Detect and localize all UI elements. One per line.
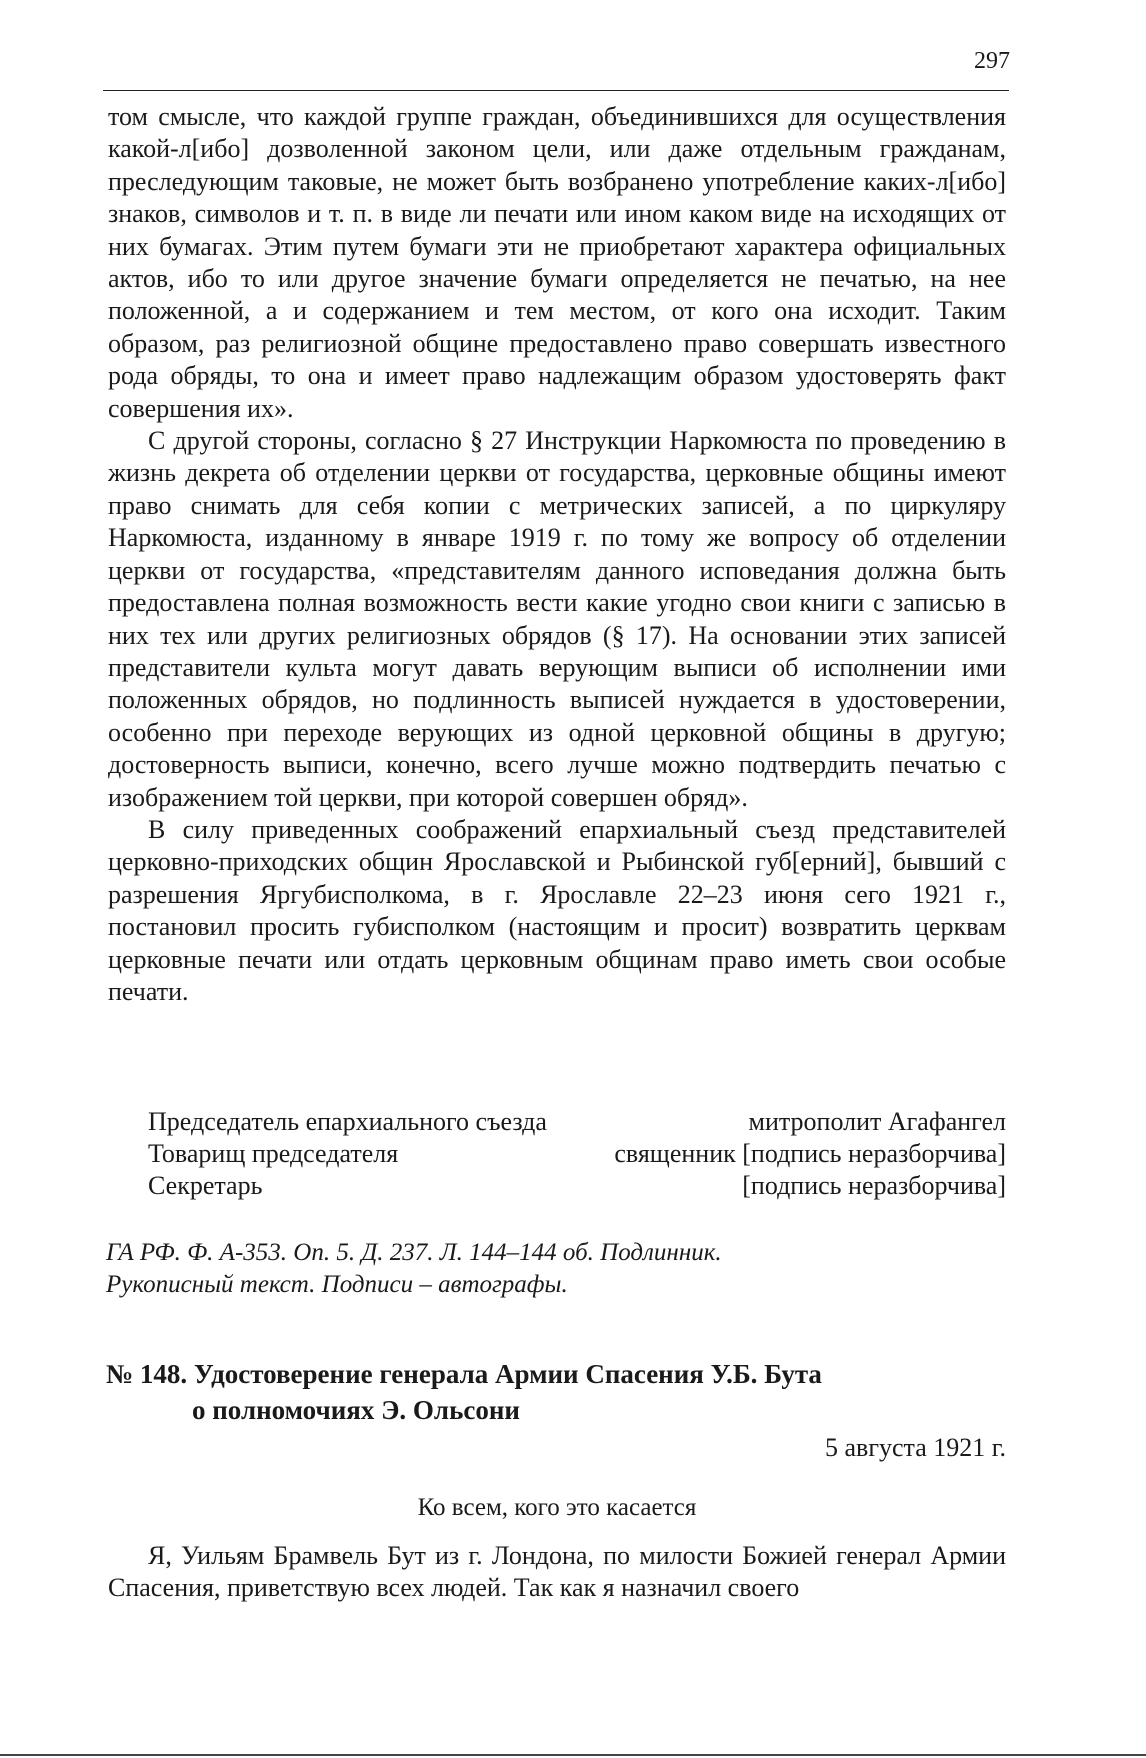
signature-row	[148, 1106, 1006, 1138]
paragraph-2: С другой стороны, согласно § 27 Инструкции Наркомюста по проведению в жизнь декрета об отделении церкви от государства, церковные общины имеют право снимать для себя копии с метрических записей, а по циркуляру Наркомюста, изданному в январе 1919 г. по тому же вопросу об отделении церкви от государства, «представителям данного исповедания должна быть предоставлена полная возможность вести какие угодно свои книги с записью в них тех или других религиозных обрядов (§ 17). На основании этих записей представители культа могут давать верующим выписи об исполнении ими положенных обрядов, но подлинность выписей нуждается в удостоверении, особенно при переходе верующих из одной церковной общины в другую; достоверность выписи, конечно, всего лучше можно подтвердить печатью с изображением той церкви, при которой совершен обряд».	[108, 426, 1006, 812]
signature-role: Секретарь	[148, 1171, 263, 1200]
scan-edge-line	[0, 1754, 1146, 1756]
heading-line-2: о полномочиях Э. Ольсони	[192, 1395, 520, 1425]
header-rule	[103, 90, 1009, 91]
document-heading	[106, 1356, 966, 1428]
document-text	[108, 1540, 1006, 1605]
signature-role: Председатель епархиального съезда	[148, 1107, 547, 1136]
signature-name: [подпись неразборчива]	[742, 1171, 1006, 1200]
signature-row	[148, 1138, 1006, 1170]
signature-role: Товарищ председателя	[148, 1139, 399, 1168]
signature-name: митрополит Агафангел	[748, 1107, 1006, 1136]
main-text	[108, 101, 1006, 1008]
signature-row	[148, 1170, 1006, 1202]
paragraph-3: В силу приведенных соображений епархиальный съезд представителей церковно-приходских общин Ярославской и Рыбинской губ[ерний], бывший с разрешения Яргубисполкома, в г. Ярославле 22–23 июня сего 1921 г., постановил просить губисполком (настоящим и просит) возвратить церквам церковные печати или отдать церковным общинам право иметь свои особые печати.	[108, 814, 1006, 1006]
source-line-1: ГА РФ. Ф. А-353. Оп. 5. Д. 237. Л. 144–144 об. Подлинник.	[106, 1239, 722, 1266]
page-number: 297	[974, 48, 1010, 74]
archive-source-note	[106, 1237, 986, 1301]
paragraph-1: том смысле, что каждой группе граждан, объединившихся для осуществления какой-л[ибо] дозволенной законом цели, или даже отдельным гражданам, преследующим таковые, не может быть возбранено употребление каких-л[ибо] знаков, символов и т. п. в виде ли печати или ином каком виде на исходящих от них бумагах. Этим путем бумаги эти не приобретают характера официальных актов, ибо то или другое значение бумаги определяется не печатью, на нее положенной, а и содержанием и тем местом, от кого она исходит. Таким образом, раз религиозной общине предоставлено право совершать известного рода обряды, то она и имеет право надлежащим образом удостоверять факт совершения их».	[108, 102, 1006, 423]
document-address: Ко всем, кого это касается	[417, 1494, 697, 1521]
signature-name: священник [подпись неразборчива]	[614, 1139, 1006, 1168]
source-line-2: Рукописный текст. Подписи – автографы.	[106, 1271, 568, 1298]
document-date: 5 августа 1921 г.	[825, 1433, 1006, 1462]
heading-line-1: № 148. Удостоверение генерала Армии Спасения У.Б. Бута	[106, 1359, 822, 1389]
document-paragraph-1: Я, Уильям Брамвель Бут из г. Лондона, по милости Божией генерал Армии Спасения, приветствую всех людей. Так как я назначил своего	[108, 1541, 1006, 1603]
